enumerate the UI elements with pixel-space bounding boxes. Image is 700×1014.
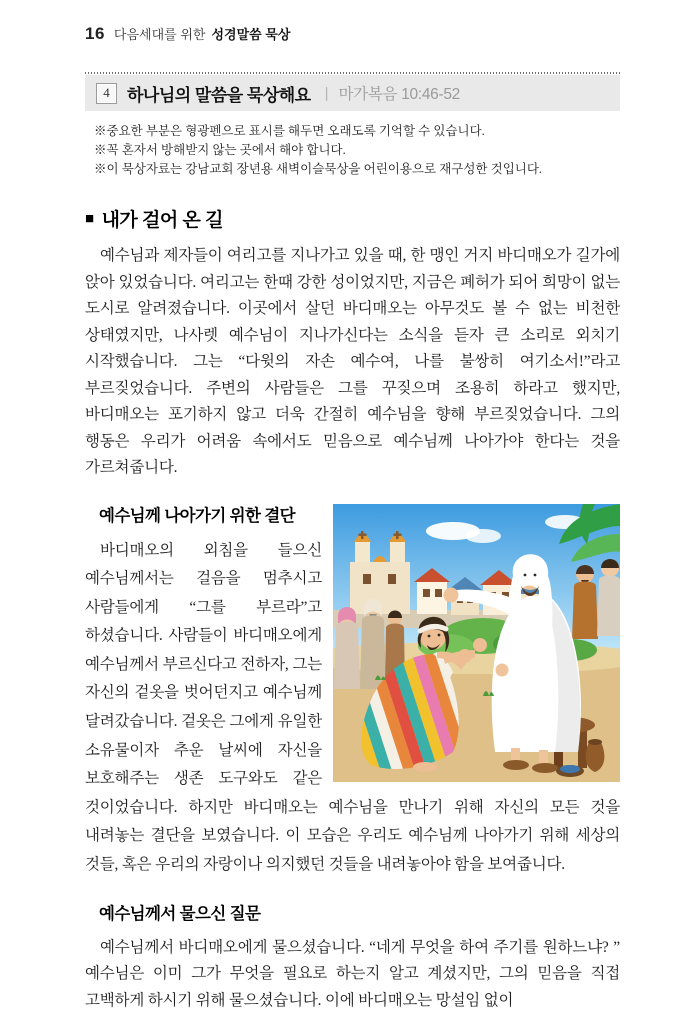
subsection-heading-question: 예수님께서 물으신 질문 (99, 904, 261, 923)
dotted-divider (85, 72, 620, 74)
page-number: 16 (85, 24, 105, 43)
section-heading-text: 내가 걸어 온 길 (101, 210, 224, 231)
illustration-jesus-and-bartimaeus (333, 504, 620, 782)
note-line: ※꼭 혼자서 방해받지 않는 곳에서 해야 합니다. (94, 143, 346, 157)
running-head (85, 24, 620, 44)
subsection-heading-decision: 예수님께 나아가기 위한 결단 (99, 506, 296, 525)
separator-bar: | (324, 84, 329, 102)
booklet-title-regular: 다음세대를 위한 (113, 27, 206, 42)
paragraph-question: 예수님께서 바디매오에게 물으셨습니다. “네게 무엇을 하여 주기를 원하느냐? ” 예수님은 이미 그가 무엇을 필요로 하는지 알고 계셨지만, 그의 믿음을 직접 고백하게 하시기 위해 물으셨습니다. 이에 바디매오는 망설임 없이 (85, 938, 620, 1009)
lesson-header-bar (85, 75, 620, 111)
booklet-title-bold: 성경말씀 묵상 (211, 27, 291, 42)
section-decision (85, 502, 620, 880)
paragraph-decision: 바디매오의 외침을 들으신 예수님께서는 걸음을 멈추시고 사람들에게 “그를 부르라”고 하셨습니다. 사람들이 바디매오에게 예수님께서 부르신다고 전하자, 그는 자신의 겉옷을 벗어던지고 예수님께 달려갔습니다. 겉옷은 그에게 유일한 소유물이자 추운 날씨에 자신을 보호해주는 생존 도구와도 같은 것이었습니다. 하지만 바디매오는 예수님을 만나기 위해 자신의 모든 것을 내려놓는 결단을 보였습니다. 이 모습은 우리도 예수님께 나아가기 위해 세상의 것들, 혹은 우리의 자랑이나 의지했던 것들을 내려놓아야 함을 보여줍니다. (85, 541, 620, 874)
lesson-number-badge: 4 (96, 83, 117, 104)
section-heading-my-walk (85, 205, 620, 232)
instruction-notes (85, 122, 620, 179)
note-line: ※이 묵상자료는 강남교회 장년용 새벽이슬묵상을 어린이용으로 재구성한 것입니다. (94, 162, 543, 176)
paragraph-my-walk: 예수님과 제자들이 여리고를 지나가고 있을 때, 한 맹인 거지 바디매오가 길가에 앉아 있었습니다. 여리고는 한때 강한 성이었지만, 지금은 폐허가 되어 희망이 없는 도시로 알려졌습니다. 이곳에서 살던 바디매오는 아무것도 볼 수 없는 비천한 상태였지만, 나사렛 예수님이 지나가신다는 소식을 듣자 큰 소리로 외치기 시작했습니다. 그는 “다윗의 자손 예수여, 나를 불쌍히 여기소서!”라고 부르짖었습니다. 주변의 사람들은 그를 꾸짖으며 조용히 하라고 했지만, 바디매오는 포기하지 않고 더욱 간절히 예수님을 향해 부르짖었습니다. 그의 행동은 우리가 어려움 속에서도 믿음으로 예수님께 나아가야 한다는 것을 가르쳐줍니다. (85, 247, 620, 476)
lesson-title: 하나님의 말씀을 묵상해요 (127, 85, 311, 105)
note-line: ※중요한 부분은 형광펜으로 표시를 해두면 오래도록 기억할 수 있습니다. (94, 124, 485, 138)
scripture-reference: 마가복음 10:46-52 (338, 86, 460, 103)
square-bullet-icon: ■ (85, 210, 94, 227)
